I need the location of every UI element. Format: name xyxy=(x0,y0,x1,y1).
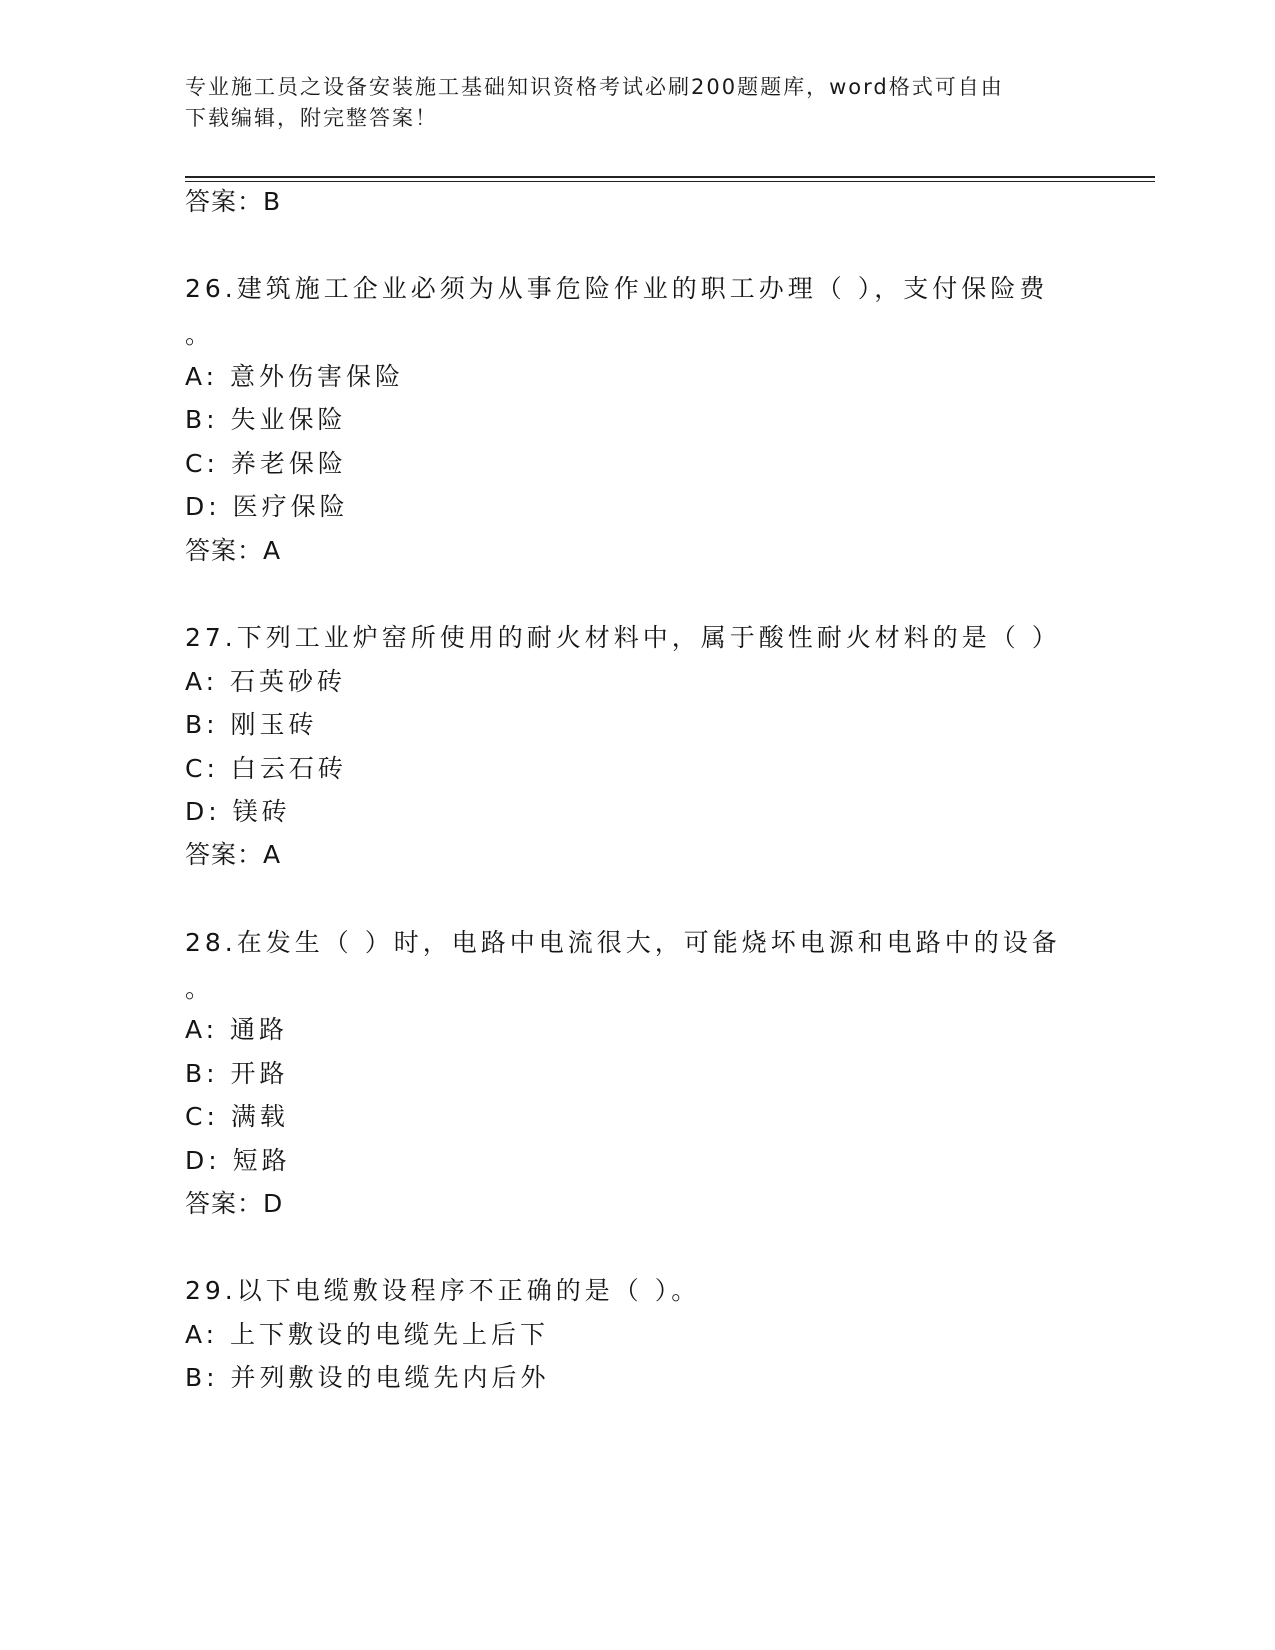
question-28-answer: 答案：D xyxy=(185,1189,284,1218)
header-line-1: 专业施工员之设备安装施工基础知识资格考试必刷200题题库，word格式可自由 xyxy=(185,75,1004,99)
question-28-option-d: D: 短路 xyxy=(185,1146,291,1175)
question-28-stem: 28.在发生（ ）时，电路中电流很大，可能烧坏电源和电路中的设备 xyxy=(185,928,1061,957)
question-27-option-a: A: 石英砂砖 xyxy=(185,667,347,696)
question-26-answer: 答案：A xyxy=(185,536,282,565)
question-28-option-c: C: 满载 xyxy=(185,1102,289,1131)
question-26-option-c: C: 养老保险 xyxy=(185,449,347,478)
previous-answer: 答案：B xyxy=(185,187,282,216)
question-27-option-c: C: 白云石砖 xyxy=(185,754,347,783)
question-29-option-b: B: 并列敷设的电缆先内后外 xyxy=(185,1363,550,1392)
question-26-option-d: D: 医疗保险 xyxy=(185,492,349,521)
question-26-stem: 26.建筑施工企业必须为从事危险作业的职工办理（ ），支付保险费 xyxy=(185,274,1049,303)
question-26-stem-cont: 。 xyxy=(185,320,215,349)
question-27-answer: 答案：A xyxy=(185,840,282,869)
question-28-option-a: A: 通路 xyxy=(185,1015,289,1044)
header-text xyxy=(185,72,1065,134)
header-line-2: 下载编辑，附完整答案！ xyxy=(185,106,438,130)
question-27-option-b: B: 刚玉砖 xyxy=(185,710,318,739)
question-27-stem: 27.下列工业炉窑所使用的耐火材料中，属于酸性耐火材料的是（ ） xyxy=(185,623,1061,652)
question-29-option-a: A: 上下敷设的电缆先上后下 xyxy=(185,1320,550,1349)
question-28-stem-cont: 。 xyxy=(185,974,215,1003)
header-divider-thick xyxy=(185,176,1155,178)
question-26-option-a: A: 意外伤害保险 xyxy=(185,362,405,391)
header-divider-thin xyxy=(185,181,1155,182)
question-29-stem: 29.以下电缆敷设程序不正确的是（ ）。 xyxy=(185,1276,701,1305)
question-27-option-d: D: 镁砖 xyxy=(185,797,291,826)
question-26-option-b: B: 失业保险 xyxy=(185,405,347,434)
question-28-option-b: B: 开路 xyxy=(185,1059,289,1088)
